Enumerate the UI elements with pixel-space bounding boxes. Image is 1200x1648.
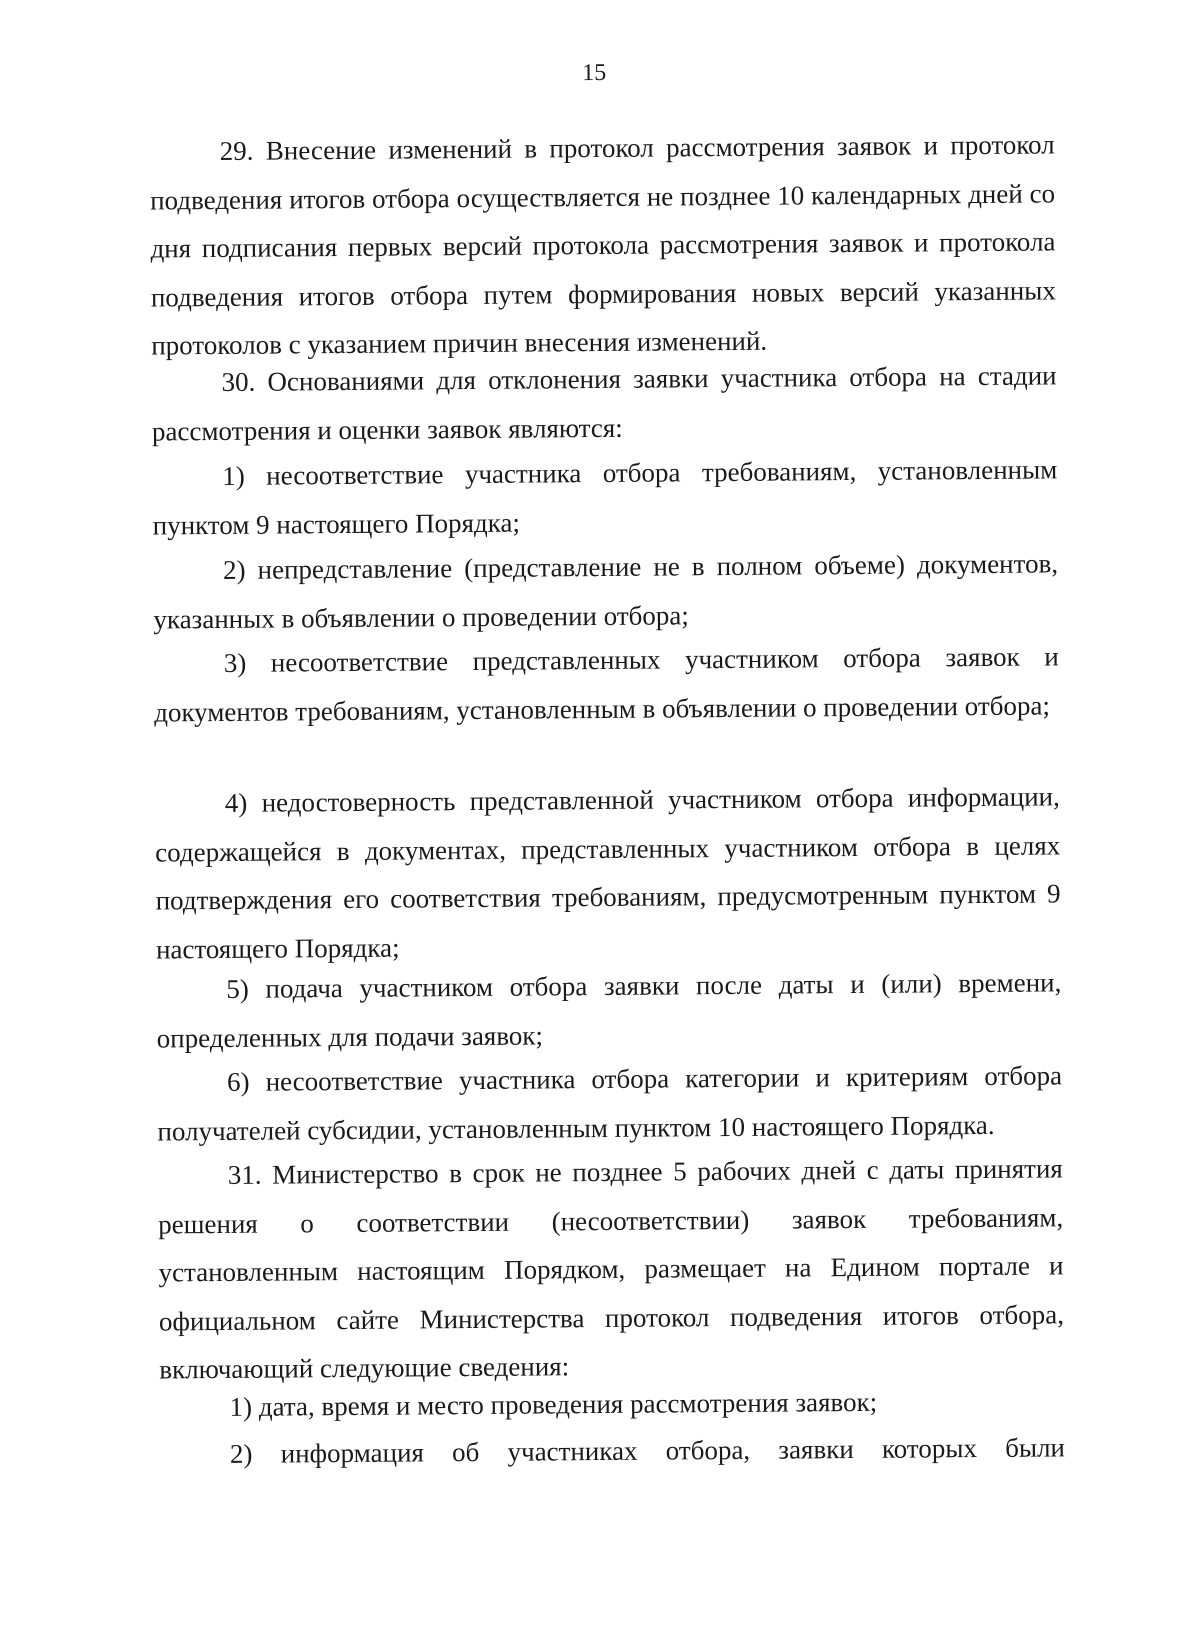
list-item-30-1: 1) несоответствие участника отбора требованиям, установленным пунктом 9 настоящего Порядка; xyxy=(152,454,1058,541)
list-item-31-2: 2) информация об участниках отбора, заявки которых были xyxy=(229,1432,1066,1469)
list-item-31-1: 1) дата, время и место проведения рассмотрения заявок; xyxy=(229,1386,878,1422)
list-item-30-2: 2) непредставление (представление не в полном объеме) документов, указанных в объявлении о проведении отбора; xyxy=(153,548,1059,635)
paragraph-30: 30. Основаниями для отклонения заявки участника отбора на стадии рассмотрения и оценки заявок являются: xyxy=(151,360,1057,447)
paragraph-29: 29. Внесение изменений в протокол рассмотрения заявок и протокол подведения итогов отбора осуществляется не позднее 10 календарных дней со дня подписания первых версий протокола рассмотрения заявок и протокола подведения итогов отбора путем формирования новых версий указанных протоколов с указанием причин внесения изменений. xyxy=(149,129,1056,361)
list-item-30-4: 4) недостоверность представленной участником отбора информации, содержащейся в документах, представленных участником отбора в целях подтверждения его соответствия требованиям, предусмотренным пунктом 9 настоящего Порядка; xyxy=(155,781,1061,964)
paragraph-31: 31. Министерство в срок не позднее 5 рабочих дней с даты принятия решения о соответствии (несоответствии) заявок требованиям, установленным настоящим Порядком, размещает на Едином портале и официальном сайте Министерства протокол подведения итогов отбора, включающий следующие сведения: xyxy=(158,1153,1065,1385)
list-item-30-5: 5) подача участником отбора заявки после даты и (или) времени, определенных для подачи заявок; xyxy=(156,967,1062,1053)
list-item-30-3: 3) несоответствие представленных участником отбора заявок и документов требованиям, установленным в объявлении о проведении отбора; xyxy=(154,641,1059,727)
list-item-30-6: 6) несоответствие участника отбора категории и критериям отбора получателей субсидии, установленным пунктом 10 настоящего Порядка. xyxy=(157,1060,1063,1146)
page-number: 15 xyxy=(582,59,607,87)
